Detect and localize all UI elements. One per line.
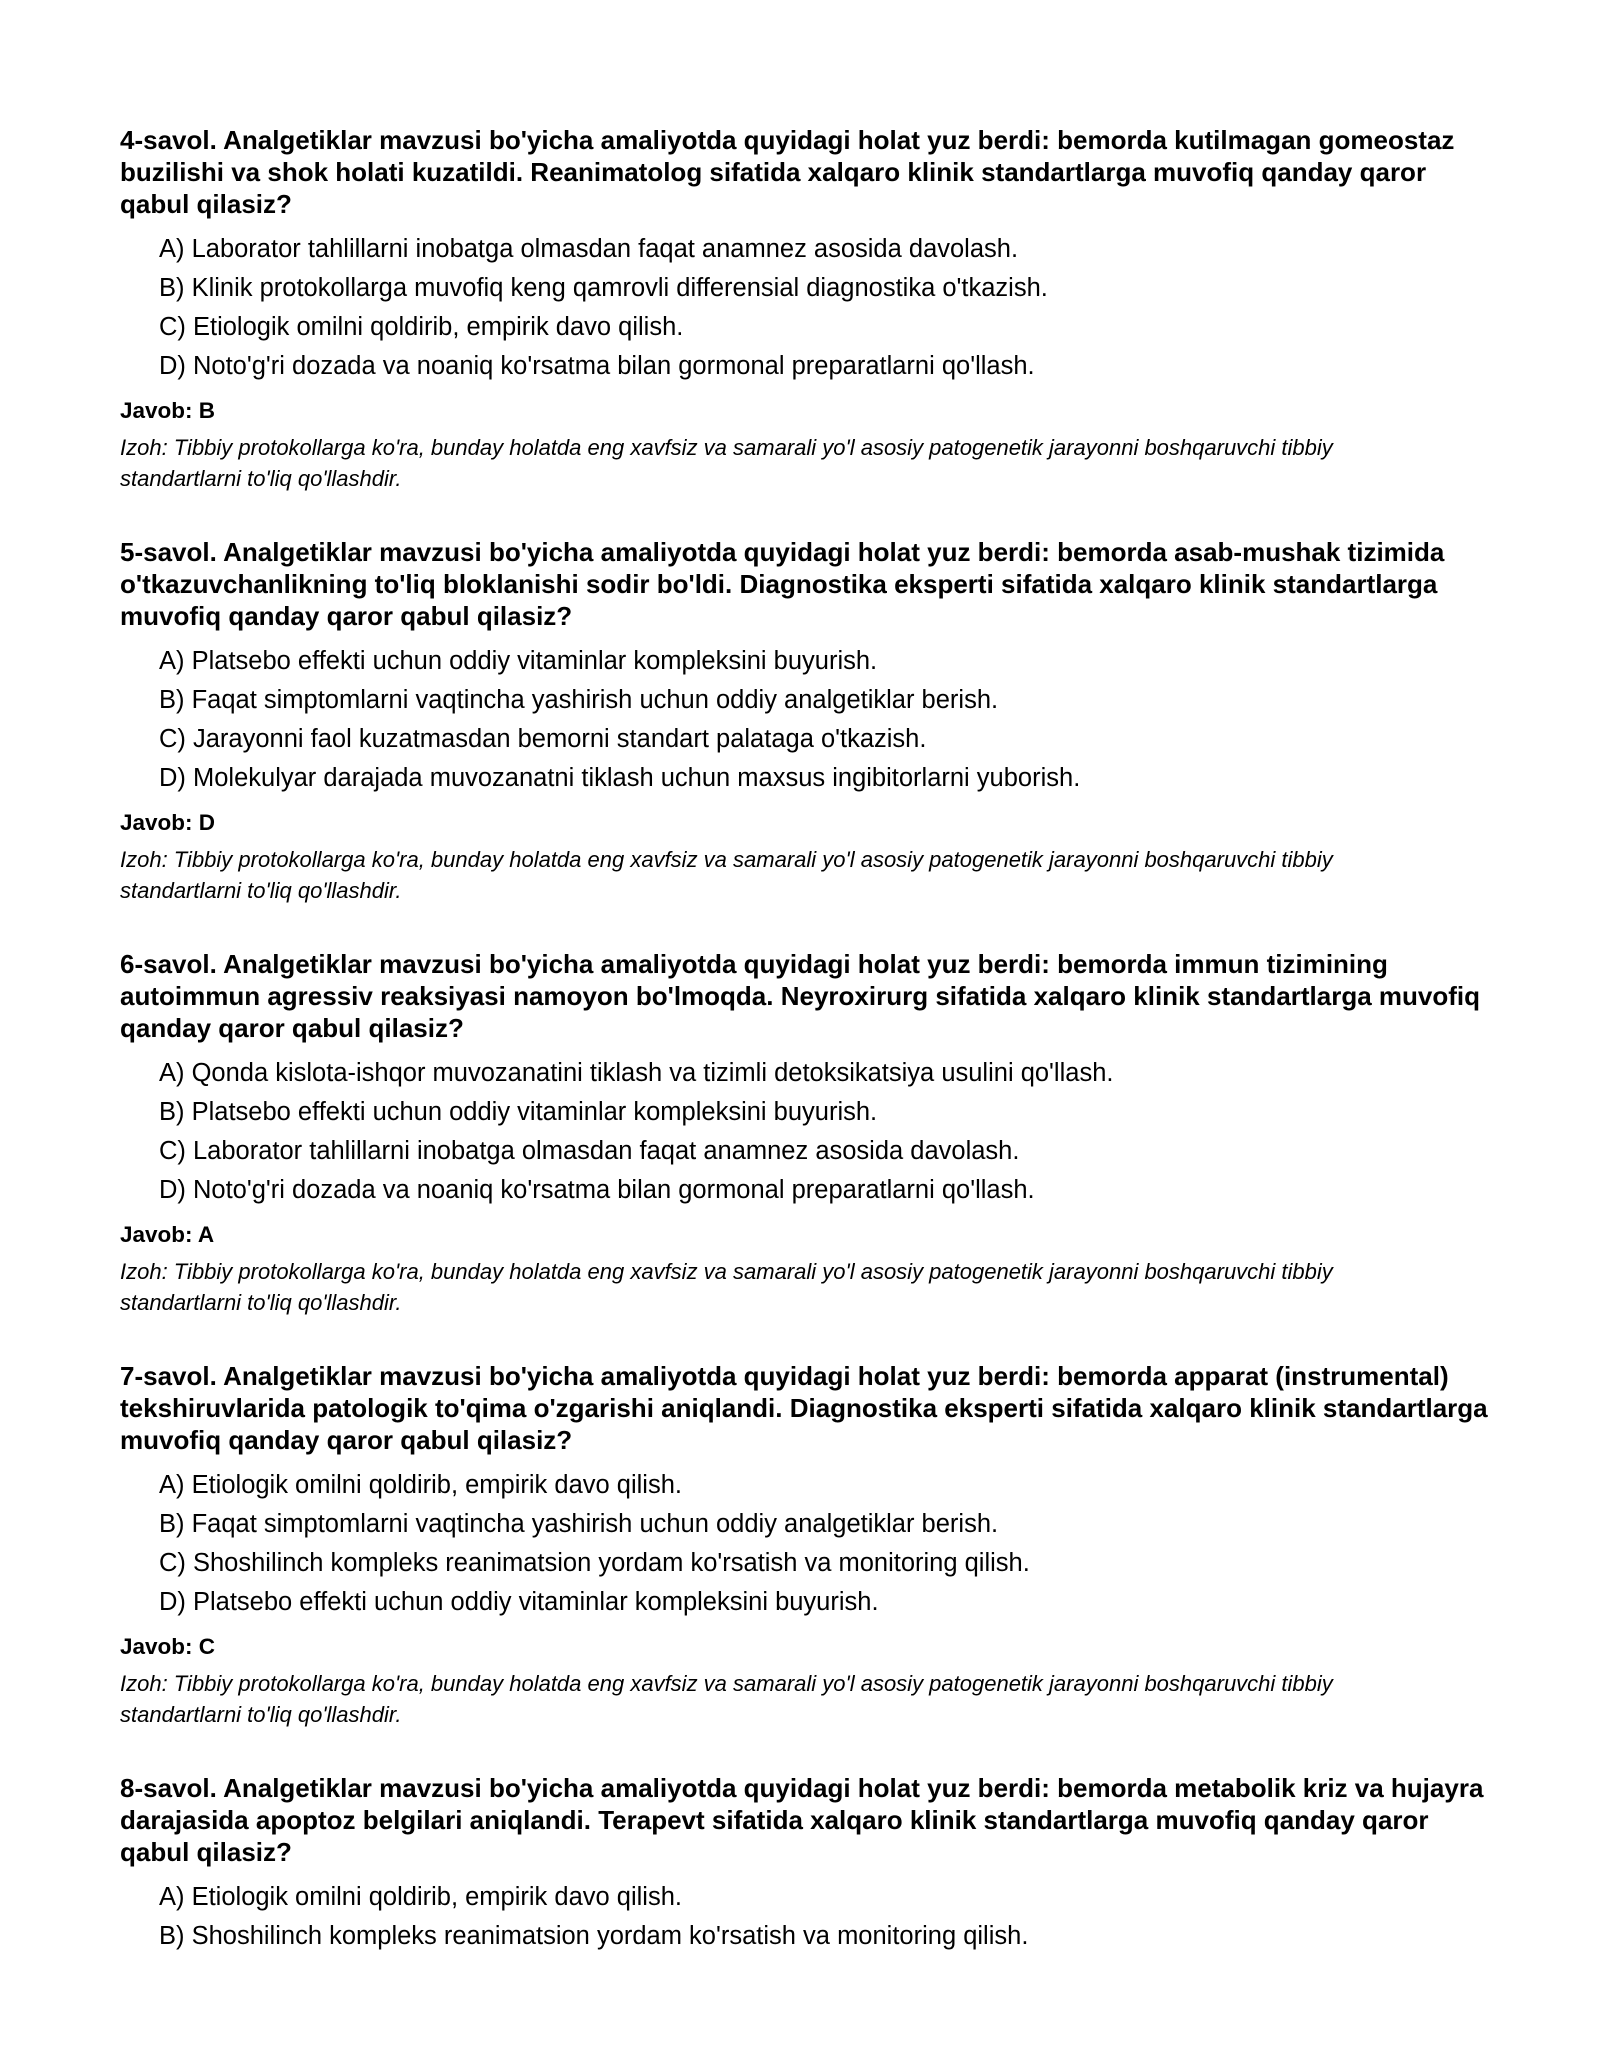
question-5 (120, 536, 1490, 906)
option-list (159, 230, 1490, 386)
option-b: B) Faqat simptomlarni vaqtincha yashirish uchun oddiy analgetiklar berish. (159, 1510, 999, 1538)
explanation-note: Izoh: Tibbiy protokollarga ko'ra, bunday holatda eng xavfsiz va samarali yo'l asosiy patogenetik jarayonni boshqaruvchi tibbiy standartlarni to'liq qo'llashdir. (120, 435, 1333, 491)
option-c: C) Laborator tahlillarni inobatga olmasdan faqat anamnez asosida davolash. (159, 1137, 1020, 1165)
question-title: 7-savol. Analgetiklar mavzusi bo'yicha amaliyotda quyidagi holat yuz berdi: bemorda apparat (instrumental) tekshiruvlarida patologik to'qima o'zgarishi aniqlandi. Diagnostika eksperti sifatida xalqaro klinik standartlarga muvofiq qanday qaror qabul qilasiz? (120, 1361, 1488, 1455)
option-c: C) Jarayonni faol kuzatmasdan bemorni standart palataga o'tkazish. (159, 725, 927, 753)
option-a: A) Etiologik omilni qoldirib, empirik davo qilish. (159, 1471, 682, 1499)
option-a: A) Etiologik omilni qoldirib, empirik davo qilish. (159, 1883, 682, 1911)
option-d: D) Noto'g'ri dozada va noaniq ko'rsatma bilan gormonal preparatlarni qo'llash. (159, 1176, 1035, 1204)
option-b: B) Shoshilinch kompleks reanimatsion yordam ko'rsatish va monitoring qilish. (159, 1922, 1029, 1950)
option-c: C) Etiologik omilni qoldirib, empirik davo qilish. (159, 313, 684, 341)
answer: Javob: C (120, 1634, 216, 1659)
option-list (159, 1878, 1490, 1956)
question-7 (120, 1360, 1490, 1730)
option-a: A) Qonda kislota-ishqor muvozanatini tiklash va tizimli detoksikatsiya usulini qo'llash. (159, 1059, 1114, 1087)
option-d: D) Molekulyar darajada muvozanatni tiklash uchun maxsus ingibitorlarni yuborish. (159, 764, 1081, 792)
explanation-note: Izoh: Tibbiy protokollarga ko'ra, bunday holatda eng xavfsiz va samarali yo'l asosiy patogenetik jarayonni boshqaruvchi tibbiy standartlarni to'liq qo'llashdir. (120, 1259, 1333, 1315)
answer: Javob: B (120, 398, 216, 423)
answer: Javob: D (120, 810, 216, 835)
option-c: C) Shoshilinch kompleks reanimatsion yordam ko'rsatish va monitoring qilish. (159, 1549, 1030, 1577)
option-list (159, 1466, 1490, 1622)
option-b: B) Klinik protokollarga muvofiq keng qamrovli differensial diagnostika o'tkazish. (159, 274, 1048, 302)
explanation-note: Izoh: Tibbiy protokollarga ko'ra, bunday holatda eng xavfsiz va samarali yo'l asosiy patogenetik jarayonni boshqaruvchi tibbiy standartlarni to'liq qo'llashdir. (120, 1671, 1333, 1727)
question-4 (120, 124, 1490, 494)
option-d: D) Noto'g'ri dozada va noaniq ko'rsatma bilan gormonal preparatlarni qo'llash. (159, 352, 1035, 380)
question-title: 4-savol. Analgetiklar mavzusi bo'yicha amaliyotda quyidagi holat yuz berdi: bemorda kutilmagan gomeostaz buzilishi va shok holati kuzatildi. Reanimatolog sifatida xalqaro klinik standartlarga muvofiq qanday qaror qabul qilasiz? (120, 125, 1455, 219)
option-b: B) Faqat simptomlarni vaqtincha yashirish uchun oddiy analgetiklar berish. (159, 686, 999, 714)
answer: Javob: A (120, 1222, 215, 1247)
option-a: A) Platsebo effekti uchun oddiy vitaminlar kompleksini buyurish. (159, 647, 878, 675)
option-list (159, 1054, 1490, 1210)
question-title: 5-savol. Analgetiklar mavzusi bo'yicha amaliyotda quyidagi holat yuz berdi: bemorda asab-mushak tizimida o'tkazuvchanlikning to'liq bloklanishi sodir bo'ldi. Diagnostika eksperti sifatida xalqaro klinik standartlarga muvofiq qanday qaror qabul qilasiz? (120, 537, 1445, 631)
option-d: D) Platsebo effekti uchun oddiy vitaminlar kompleksini buyurish. (159, 1588, 879, 1616)
question-6 (120, 948, 1490, 1318)
document-page (120, 124, 1490, 1998)
explanation-note: Izoh: Tibbiy protokollarga ko'ra, bunday holatda eng xavfsiz va samarali yo'l asosiy patogenetik jarayonni boshqaruvchi tibbiy standartlarni to'liq qo'llashdir. (120, 847, 1333, 903)
option-list (159, 642, 1490, 798)
question-title: 8-savol. Analgetiklar mavzusi bo'yicha amaliyotda quyidagi holat yuz berdi: bemorda metabolik kriz va hujayra darajasida apoptoz belgilari aniqlandi. Terapevt sifatida xalqaro klinik standartlarga muvofiq qanday qaror qabul qilasiz? (120, 1773, 1484, 1867)
option-b: B) Platsebo effekti uchun oddiy vitaminlar kompleksini buyurish. (159, 1098, 878, 1126)
question-8 (120, 1772, 1490, 1956)
option-a: A) Laborator tahlillarni inobatga olmasdan faqat anamnez asosida davolash. (159, 235, 1019, 263)
question-title: 6-savol. Analgetiklar mavzusi bo'yicha amaliyotda quyidagi holat yuz berdi: bemorda immun tizimining autoimmun agressiv reaksiyasi namoyon bo'lmoqda. Neyroxirurg sifatida xalqaro klinik standartlarga muvofiq qanday qaror qabul qilasiz? (120, 949, 1481, 1043)
